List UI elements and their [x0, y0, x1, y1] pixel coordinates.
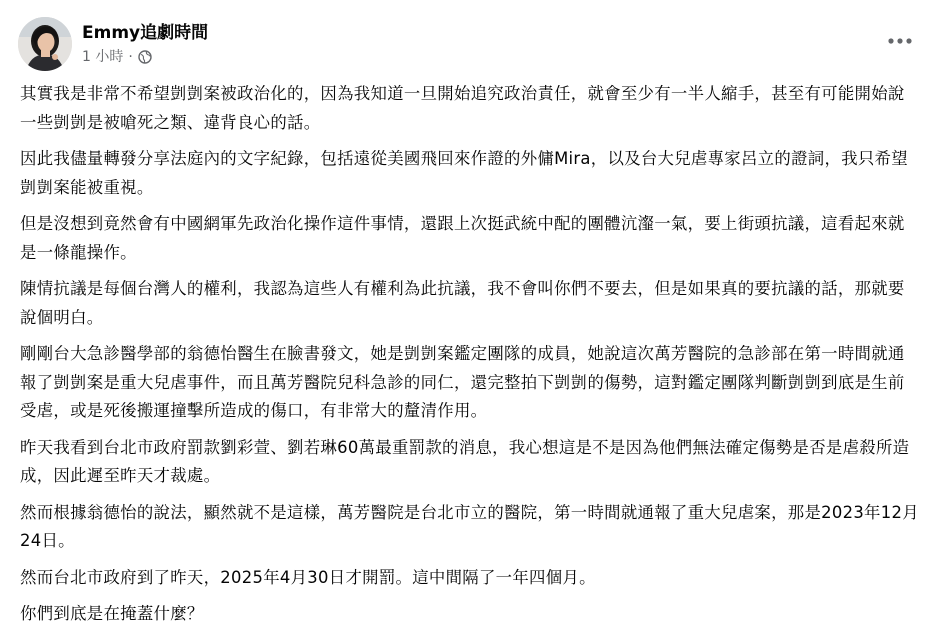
avatar-photo-icon	[18, 17, 72, 71]
post-header	[18, 16, 208, 72]
post-paragraph: 然而台北市政府到了昨天，2025年4月30日才開罰。這中間隔了一年四個月。	[20, 567, 596, 587]
separator-dot: ·	[128, 49, 133, 65]
globe-icon[interactable]	[138, 50, 152, 64]
post-paragraph: 然而根據翁德怡的說法，顯然就不是這樣，萬芳醫院是台北市立的醫院，第一時間就通報了重大兒虐案，那是2023年12月24日。	[20, 502, 919, 550]
post-paragraph: 剛剛台大急診醫學部的翁德怡醫生在臉書發文，她是剴剴案鑑定團隊的成員，她說這次萬芳醫院的急診部在第一時間就通報了剴剴案是重大兒虐事件，而且萬芳醫院兒科急診的同仁，還完整拍下剴剴的傷勢，這對鑑定團隊判斷剴剴到底是生前受虐，或是死後搬運撞擊所造成的傷口，有非常大的釐清作用。	[20, 344, 905, 420]
avatar[interactable]	[18, 17, 72, 71]
post-paragraph: 但是沒想到竟然會有中國網軍先政治化操作這件事情，還跟上次挺武統中配的團體沆瀣一氣，要上街頭抗議，這看起來就是一條龍操作。	[20, 214, 905, 262]
post-timestamp[interactable]: 1 小時	[82, 49, 124, 65]
author-name[interactable]: Emmy追劇時間	[82, 23, 209, 43]
post-meta	[82, 22, 208, 66]
post-subline	[82, 48, 208, 66]
post-paragraph: 因此我儘量轉發分享法庭內的文字紀錄，包括遠從美國飛回來作證的外傭Mira，以及台大兒虐專家呂立的證詞，我只希望剴剴案能被重視。	[20, 149, 908, 197]
post-paragraph: 昨天我看到台北市政府罰款劉彩萱、劉若琳60萬最重罰款的消息，我心想這是不是因為他們無法確定傷勢是否是虐殺所造成，因此遲至昨天才裁處。	[20, 437, 910, 485]
post-body	[20, 80, 920, 637]
more-options-button[interactable]	[882, 30, 918, 52]
post-paragraph: 其實我是非常不希望剴剴案被政治化的，因為我知道一旦開始追究政治責任，就會至少有一半人縮手，甚至有可能開始說一些剴剴是被嗆死之類、違背良心的話。	[20, 84, 905, 132]
post-paragraph: 陳情抗議是每個台灣人的權利，我認為這些人有權利為此抗議，我不會叫你們不要去，但是如果真的要抗議的話，那就要說個明白。	[20, 279, 905, 327]
more-horizontal-icon	[888, 38, 912, 44]
post-paragraph: 你們到底是在掩蓋什麼？	[20, 604, 204, 623]
